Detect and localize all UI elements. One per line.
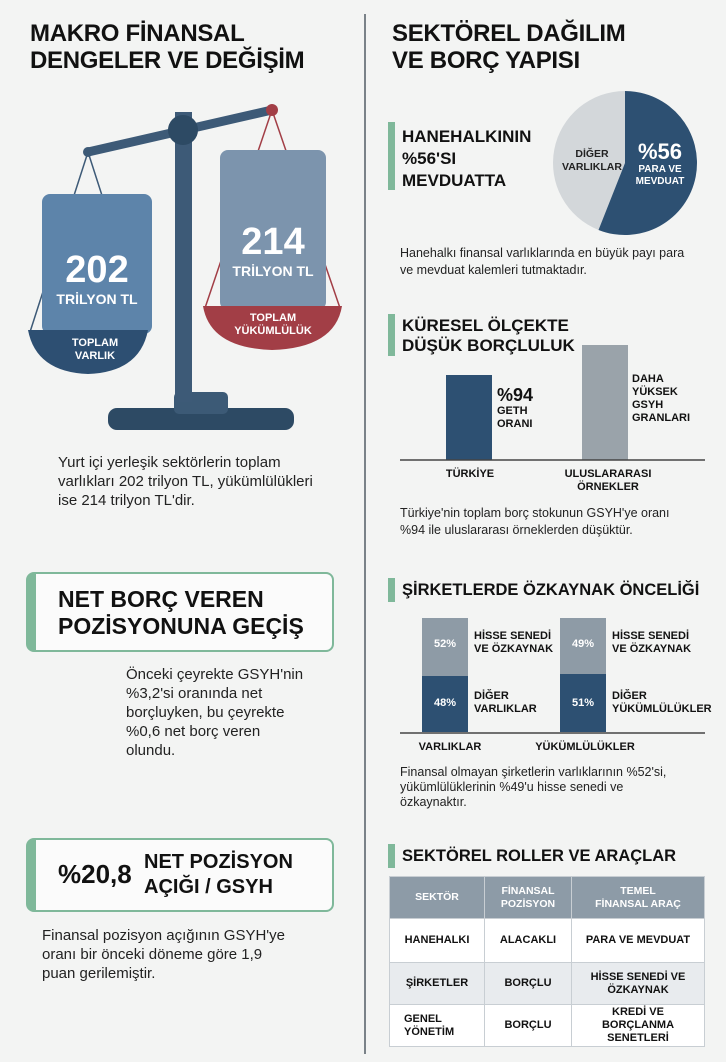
gap-description (42, 926, 352, 983)
bar-turkiye (446, 375, 492, 460)
x-label-international (548, 468, 668, 494)
x-label-turkiye: TÜRKİYE (445, 468, 495, 480)
household-accent-bar (388, 122, 395, 190)
col-header-position-line2: POZİSYON (500, 897, 556, 910)
liabilities-value-block (220, 222, 326, 280)
global-accent-bar (388, 314, 395, 356)
x-label-intl-line2: ÖRNEKLER (577, 481, 639, 493)
liabilities-label-line2: YÜKÜMLÜLÜK (234, 325, 312, 337)
assets-label (40, 337, 150, 363)
column-divider (364, 14, 366, 1054)
net-text-line2: %3,2'si oranında net (126, 685, 263, 702)
net-text-line5: olundu. (126, 742, 176, 759)
net-position-gap-card (26, 838, 334, 912)
equity-text-line3: özkaynaktır. (400, 795, 467, 809)
net-lender-card (26, 572, 334, 652)
scale-pole (175, 112, 192, 402)
right-title (392, 20, 625, 74)
pie-main-value: %56 (637, 139, 683, 164)
table-row (390, 1005, 705, 1047)
table-cell-position: BORÇLU (485, 1005, 572, 1047)
equity-heading: ŞİRKETLERDE ÖZKAYNAK ÖNCELİĞİ (402, 581, 700, 599)
assets-equity-pct: 52% (433, 638, 457, 650)
col-header-position (485, 877, 572, 919)
scale-description (58, 453, 348, 510)
tr-bar-value: %94 (497, 385, 534, 405)
roles-table-header (390, 877, 705, 919)
liab-other-label-line2: YÜKÜMLÜLÜKLER (612, 703, 712, 715)
household-heading-line3: MEVDUATTA (402, 171, 507, 190)
assets-other-pct: 48% (433, 697, 457, 709)
net-text-line1: Önceki çeyrekte GSYH'nin (126, 666, 304, 683)
gap-text-line2: oranı bir önceki döneme göre 1,9 (42, 946, 263, 963)
pie-other-label-line2: VARLIKLAR (562, 161, 622, 173)
liabilities-label-line1: TOPLAM (249, 312, 297, 324)
right-title-line2: VE BORÇ YAPISI (392, 47, 580, 74)
liab-equity-label-line1: HİSSE SENEDİ (612, 630, 690, 642)
intl-bar-label (632, 373, 690, 425)
table-cell-sector: HANEHALKI (390, 919, 485, 963)
roles-heading: SEKTÖREL ROLLER VE ARAÇLAR (402, 847, 677, 865)
left-title (30, 20, 304, 74)
right-title-line1: SEKTÖREL DAĞILIM (392, 20, 626, 47)
pie-main-label-line1: PARA VE (638, 164, 682, 175)
equity-accent-bar (388, 578, 395, 602)
pie-main-label (630, 140, 690, 188)
table-cell-instrument: KREDİ VE BORÇLANMA SENETLERİ (572, 1005, 705, 1047)
assets-other-label-line1: DİĞER (474, 690, 509, 702)
liab-other-label-line1: DİĞER (612, 690, 647, 702)
left-title-line1: MAKRO FİNANSAL (30, 20, 245, 47)
global-heading-line2: DÜŞÜK BORÇLULUK (402, 336, 575, 355)
intl-bar-line4: GRANLARI (632, 412, 691, 424)
household-heading (402, 126, 531, 192)
liabilities-label (212, 312, 334, 338)
assets-other-label-line2: VARLIKLAR (474, 703, 537, 715)
liab-equity-label (612, 630, 691, 656)
table-cell-sector: ŞİRKETLER (390, 963, 485, 1005)
household-description (400, 245, 720, 279)
gap-value: %20,8 (58, 859, 132, 889)
table-cell-instrument: HİSSE SENEDİ VE ÖZKAYNAK (572, 963, 705, 1005)
col-header-instrument-line1: TEMEL (620, 884, 656, 897)
liab-other-pct: 51% (571, 697, 595, 709)
pie-other-label (560, 148, 624, 174)
assets-label-line1: TOPLAM (71, 337, 119, 349)
bar-international (582, 345, 628, 460)
gap-text-line1: Finansal pozisyon açığının GSYH'ye (42, 927, 285, 944)
global-text-line1: Türkiye'nin toplam borç stokunun GSYH'ye oranı (400, 506, 670, 520)
tr-bar-sub2: ORANI (497, 418, 533, 430)
scale-text-line2: varlıkları 202 trilyon TL, yükümlülükleri (58, 473, 313, 490)
col-header-sector-text: SEKTÖR (415, 891, 459, 903)
assets-value: 202 (65, 249, 129, 291)
global-heading-line1: KÜRESEL ÖLÇEKTE (402, 316, 569, 335)
household-heading-line2: %56'SI (402, 149, 457, 168)
household-heading-line1: HANEHALKININ (402, 127, 532, 146)
x-label-liabilities: YÜKÜMLÜLÜKLER (535, 741, 635, 753)
gap-text-line3: puan gerilemiştir. (42, 965, 156, 982)
net-text-line4: %0,6 net borç veren (126, 723, 261, 740)
intl-bar-line2: YÜKSEK (632, 386, 678, 398)
intl-bar-line3: GSYH (632, 399, 664, 411)
col-header-sector (390, 877, 485, 919)
intl-bar-line1: DAHA (632, 373, 664, 385)
liabilities-unit: TRİLYON TL (232, 263, 314, 279)
scale-pivot (168, 115, 198, 145)
net-lender-description (126, 665, 356, 760)
table-cell-position: ALACAKLI (485, 919, 572, 963)
pie-other-label-line1: DİĞER (575, 148, 609, 160)
col-header-position-line1: FİNANSAL (501, 884, 555, 897)
table-cell-instrument: PARA VE MEVDUAT (572, 919, 705, 963)
gap-title (144, 850, 293, 900)
assets-equity-label (474, 630, 553, 656)
tr-bar-label (497, 385, 533, 431)
assets-other-label (474, 690, 537, 716)
left-title-line2: DENGELER VE DEĞİŞİM (30, 47, 305, 74)
global-text-line2: %94 ile uluslararası örneklerden düşüktür. (400, 523, 633, 537)
net-lender-title-line1: NET BORÇ VEREN (58, 586, 264, 612)
equity-text-line2: yükümlülüklerinin %49'u hisse senedi ve (400, 780, 624, 794)
liabilities-value: 214 (241, 221, 305, 263)
scale-text-line3: ise 214 trilyon TL'dir. (58, 492, 195, 509)
net-lender-title-line2: POZİSYONUNA GEÇİŞ (58, 613, 304, 639)
liab-other-label (612, 690, 712, 716)
assets-value-block (42, 250, 152, 308)
equity-text-line1: Finansal olmayan şirketlerin varlıklarının %52'si, (400, 765, 667, 779)
tr-bar-sub1: GETH (497, 405, 528, 417)
roles-accent-bar (388, 844, 395, 868)
gap-title-line1: NET POZİSYON (144, 851, 293, 873)
col-header-instrument (572, 877, 705, 919)
household-text-line2: ve mevduat kalemleri tutmaktadır. (400, 263, 587, 277)
x-label-assets: VARLIKLAR (418, 741, 482, 753)
global-description (400, 505, 720, 539)
table-cell-sector: GENEL YÖNETİM (390, 1005, 485, 1047)
table-cell-position: BORÇLU (485, 963, 572, 1005)
liab-equity-pct: 49% (571, 638, 595, 650)
net-text-line3: borçluyken, bu çeyrekte (126, 704, 285, 721)
equity-description (400, 765, 720, 810)
assets-unit: TRİLYON TL (56, 291, 138, 307)
assets-label-line2: VARLIK (74, 350, 116, 362)
table-row (390, 919, 705, 963)
col-header-instrument-line2: FİNANSAL ARAÇ (595, 897, 681, 910)
table-row (390, 963, 705, 1005)
pie-main-label-line2: MEVDUAT (635, 176, 685, 187)
assets-equity-label-line1: HİSSE SENEDİ (474, 630, 552, 642)
liab-equity-label-line2: VE ÖZKAYNAK (612, 643, 692, 655)
scale-text-line1: Yurt içi yerleşik sektörlerin toplam (58, 454, 281, 471)
household-text-line1: Hanehalkı finansal varlıklarında en büyük payı para (400, 246, 685, 260)
assets-equity-label-line2: VE ÖZKAYNAK (474, 643, 554, 655)
roles-table (389, 876, 705, 1047)
net-lender-title (58, 586, 304, 640)
gap-title-line2: AÇIĞI / GSYH (144, 876, 273, 898)
x-label-intl-line1: ULUSLARARASI (564, 468, 652, 480)
